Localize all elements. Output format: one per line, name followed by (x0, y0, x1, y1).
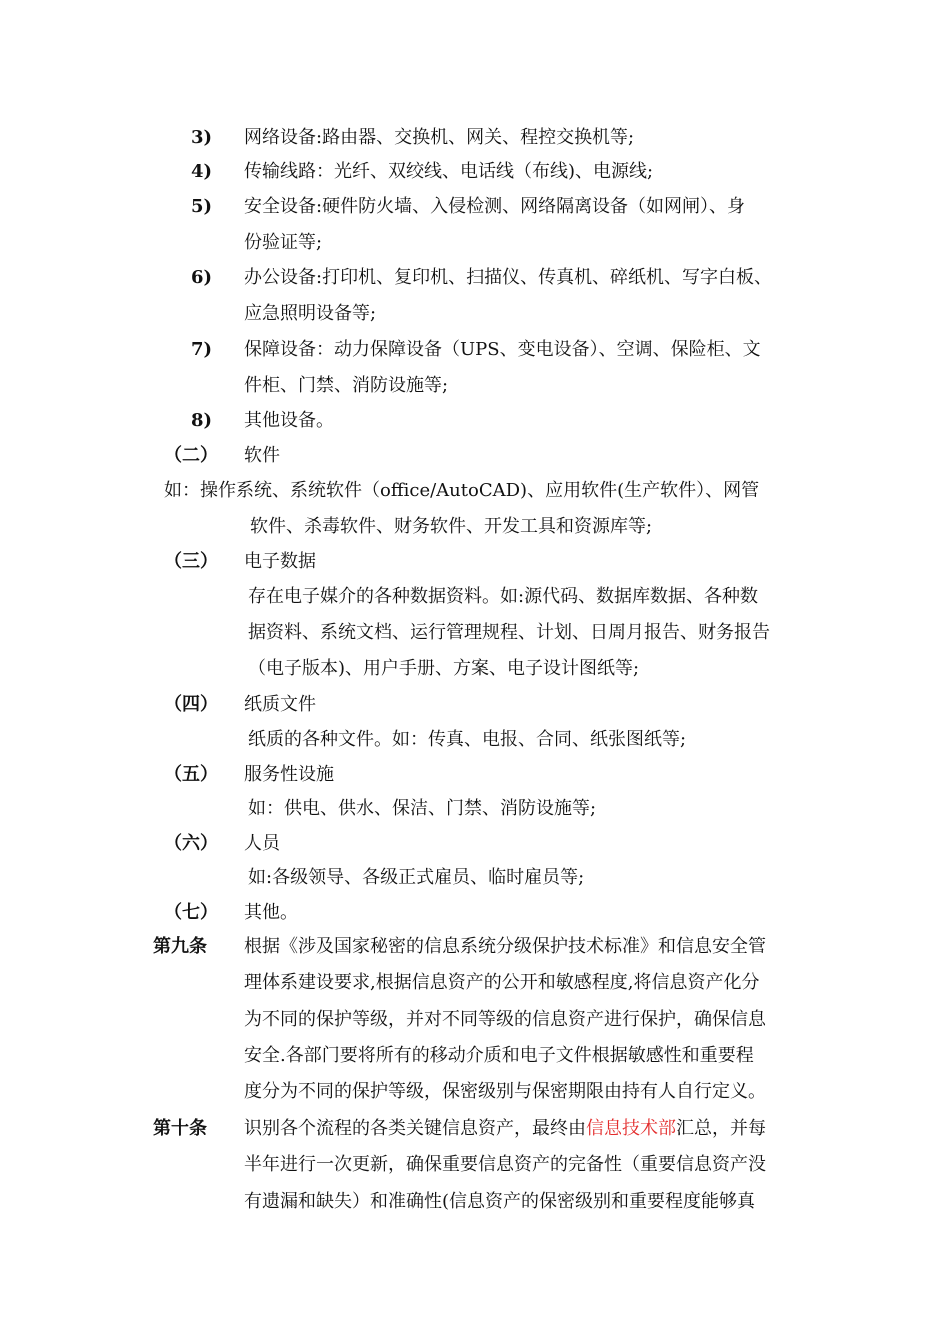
section-6-title: 人员 (244, 833, 280, 854)
item-7-number: 7) (191, 339, 213, 360)
section-7-number: （七） (164, 902, 218, 923)
item-5-text-line1: 安全设备:硬件防火墙、入侵检测、网络隔离设备（如网闸）、身 (244, 196, 746, 217)
section-4-number: （四） (164, 694, 218, 715)
section-3-title: 电子数据 (244, 551, 316, 572)
section-2-text-line2: 软件、杀毒软件、财务软件、开发工具和资源库等; (250, 516, 653, 537)
item-7-text-line2: 件柜、门禁、消防设施等; (244, 375, 449, 396)
article-9-line2: 理体系建设要求,根据信息资产的公开和敏感程度,将信息资产化分 (244, 972, 760, 993)
article-9-line3: 为不同的保护等级，并对不同等级的信息资产进行保护，确保信息 (244, 1009, 766, 1030)
item-3-text: 网络设备:路由器、交换机、网关、程控交换机等; (244, 127, 635, 148)
item-4-number: 4) (191, 161, 213, 182)
item-6-text-line1: 办公设备:打印机、复印机、扫描仪、传真机、碎纸机、写字白板、 (244, 267, 773, 288)
item-5-text-line2: 份验证等; (244, 232, 323, 253)
section-7-title: 其他。 (244, 902, 298, 923)
section-2-title: 软件 (244, 445, 280, 466)
section-3-text-line2: 据资料、系统文档、运行管理规程、计划、日周月报告、财务报告 (248, 622, 770, 643)
item-4-text: 传输线路：光纤、双绞线、电话线（布线)、电源线; (244, 161, 654, 182)
article-9-line5: 度分为不同的保护等级，保密级别与保密期限由持有人自行定义。 (244, 1081, 766, 1102)
item-6-number: 6) (191, 267, 213, 288)
section-3-text-line3: （电子版本)、用户手册、方案、电子设计图纸等; (248, 658, 640, 679)
section-4-text: 纸质的各种文件。如：传真、电报、合同、纸张图纸等; (248, 729, 687, 750)
section-3-number: （三） (164, 551, 218, 572)
item-5-number: 5) (191, 196, 213, 217)
item-8-text: 其他设备。 (244, 410, 334, 431)
section-2-number: （二） (164, 445, 218, 466)
article-10-label: 第十条 (153, 1118, 207, 1139)
section-2-text-line1: 如：操作系统、系统软件（office/AutoCAD)、应用软件(生产软件）、网管 (164, 480, 760, 501)
department-highlight: 信息技术部 (586, 1118, 676, 1139)
section-5-number: （五） (164, 764, 218, 785)
item-3-number: 3) (191, 127, 213, 148)
section-4-title: 纸质文件 (244, 694, 316, 715)
article-9-label: 第九条 (153, 936, 207, 957)
section-5-title: 服务性设施 (244, 764, 334, 785)
article-10-line1 (244, 1117, 766, 1141)
item-7-text-line1: 保障设备：动力保障设备（UPS、变电设备）、空调、保险柜、文 (244, 339, 761, 360)
article-10-line2: 半年进行一次更新，确保重要信息资产的完备性（重要信息资产没 (244, 1154, 766, 1175)
section-5-text: 如：供电、供水、保洁、门禁、消防设施等; (248, 798, 597, 819)
section-6-text: 如:各级领导、各级正式雇员、临时雇员等; (248, 867, 585, 888)
item-6-text-line2: 应急照明设备等; (244, 303, 377, 324)
article-9-line1: 根据《涉及国家秘密的信息系统分级保护技术标准》和信息安全管 (244, 936, 766, 957)
article-10-line1-start: 识别各个流程的各类关键信息资产，最终由 (244, 1118, 586, 1139)
article-10-line1-end: 汇总，并每 (676, 1118, 766, 1139)
article-10-line3: 有遗漏和缺失）和准确性(信息资产的保密级别和重要程度能够真 (244, 1191, 756, 1212)
article-9-line4: 安全.各部门要将所有的移动介质和电子文件根据敏感性和重要程 (244, 1045, 754, 1066)
section-6-number: （六） (164, 833, 218, 854)
item-8-number: 8) (191, 410, 213, 431)
section-3-text-line1: 存在电子媒介的各种数据资料。如:源代码、数据库数据、各种数 (248, 586, 759, 607)
